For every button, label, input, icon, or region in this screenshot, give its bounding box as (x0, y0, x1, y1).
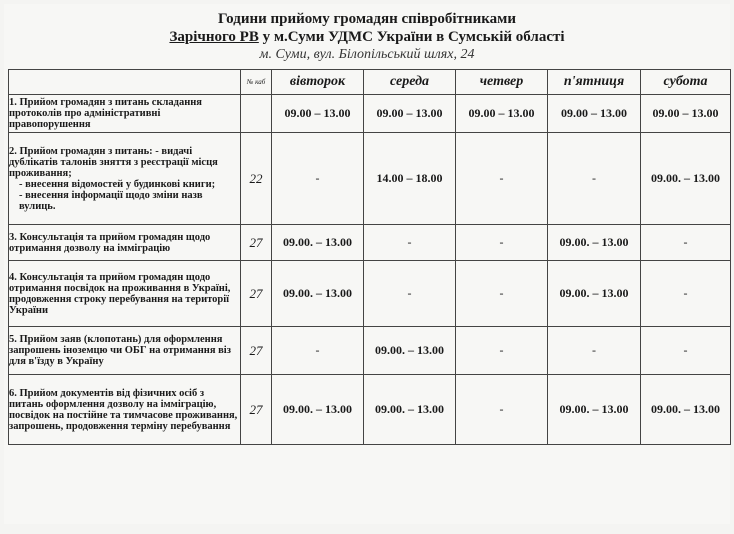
service-description (9, 95, 241, 133)
document-page (4, 4, 730, 524)
time-cell-saturday: - (641, 327, 731, 375)
document-subtitle (4, 28, 730, 46)
service-text-line: - внесення інформації щодо зміни назв вулиць. (19, 189, 203, 212)
time-cell-tuesday: 09.00. – 13.00 (272, 261, 364, 327)
time-cell-saturday: - (641, 261, 731, 327)
time-cell-saturday: 09.00. – 13.00 (641, 375, 731, 445)
time-cell-friday: 09.00. – 13.00 (548, 261, 641, 327)
cabinet-number: 27 (241, 225, 272, 261)
service-text-line: 1. Прийом громадян з питань складання протоколів про адміністративні правопорушення (9, 97, 202, 130)
time-cell-tuesday: - (272, 327, 364, 375)
cabinet-number: 27 (241, 327, 272, 375)
time-cell-wednesday: 09.00 – 13.00 (364, 95, 456, 133)
schedule-table (8, 69, 731, 445)
service-text-line: 3. Консультація та прийом громадян щодо отримання дозволу на імміграцію (9, 231, 211, 254)
time-cell-saturday: 09.00. – 13.00 (641, 133, 731, 225)
table-header-row (9, 70, 731, 95)
time-cell-wednesday: - (364, 261, 456, 327)
service-description (9, 133, 241, 225)
service-description (9, 261, 241, 327)
table-row (9, 327, 731, 375)
service-text-line: 6. Прийом документів від фізичних осіб з питань оформлення дозволу на імміграцію, посвідок на постійне та тимчасове проживання, запрошень, продовження терміну перебування (9, 387, 238, 432)
department-name: Зарічного РВ (169, 29, 259, 45)
time-cell-tuesday: 09.00. – 13.00 (272, 375, 364, 445)
cabinet-number: 27 (241, 261, 272, 327)
time-cell-tuesday: 09.00. – 13.00 (272, 225, 364, 261)
service-text-line: 5. Прийом заяв (клопотань) для оформлення запрошень іноземцю чи ОБГ на отримання віз для в'їзду в Україну (9, 334, 231, 367)
day-header-tuesday: вівторок (272, 70, 364, 95)
time-cell-thursday: 09.00 – 13.00 (456, 95, 548, 133)
document-title: Години прийому громадян співробітниками (217, 11, 517, 27)
day-header-thursday: четвер (456, 70, 548, 95)
time-cell-tuesday: 09.00 – 13.00 (272, 95, 364, 133)
document-header (4, 10, 730, 64)
department-location: у м.Суми УДМС України в Сумській області (258, 29, 565, 45)
service-description (9, 225, 241, 261)
time-cell-tuesday: - (272, 133, 364, 225)
time-cell-friday: 09.00. – 13.00 (548, 225, 641, 261)
table-row (9, 375, 731, 445)
service-text-line: 2. Прийом громадян з питань: - видачі дублікатів талонів зняття з реєстрації місця проживання; (9, 145, 218, 179)
time-cell-wednesday: 09.00. – 13.00 (364, 327, 456, 375)
service-description (9, 327, 241, 375)
table-row (9, 225, 731, 261)
time-cell-thursday: - (456, 375, 548, 445)
table-row (9, 95, 731, 133)
service-text-line: 4. Консультація та прийом громадян щодо отримання посвідок на проживання в Україні, продовження строку перебування на території України (9, 271, 231, 316)
table-row (9, 133, 731, 225)
address-line: м. Суми, вул. Білопільський шлях, 24 (259, 47, 475, 62)
time-cell-thursday: - (456, 133, 548, 225)
time-cell-saturday: 09.00 – 13.00 (641, 95, 731, 133)
service-header (9, 70, 241, 95)
time-cell-friday: - (548, 133, 641, 225)
day-header-saturday: субота (641, 70, 731, 95)
time-cell-thursday: - (456, 225, 548, 261)
time-cell-wednesday: 14.00 – 18.00 (364, 133, 456, 225)
cabinet-number (241, 95, 272, 133)
time-cell-wednesday: - (364, 225, 456, 261)
time-cell-thursday: - (456, 327, 548, 375)
time-cell-friday: - (548, 327, 641, 375)
service-description (9, 375, 241, 445)
time-cell-friday: 09.00. – 13.00 (548, 375, 641, 445)
day-header-friday: п'ятниця (548, 70, 641, 95)
time-cell-saturday: - (641, 225, 731, 261)
day-header-wednesday: середа (364, 70, 456, 95)
service-text-line: - внесення відомостей у будинкові книги; (19, 178, 216, 190)
cabinet-number: 22 (241, 133, 272, 225)
cabinet-number: 27 (241, 375, 272, 445)
time-cell-thursday: - (456, 261, 548, 327)
kab-header: № каб (241, 70, 272, 95)
time-cell-wednesday: 09.00. – 13.00 (364, 375, 456, 445)
table-row (9, 261, 731, 327)
time-cell-friday: 09.00 – 13.00 (548, 95, 641, 133)
